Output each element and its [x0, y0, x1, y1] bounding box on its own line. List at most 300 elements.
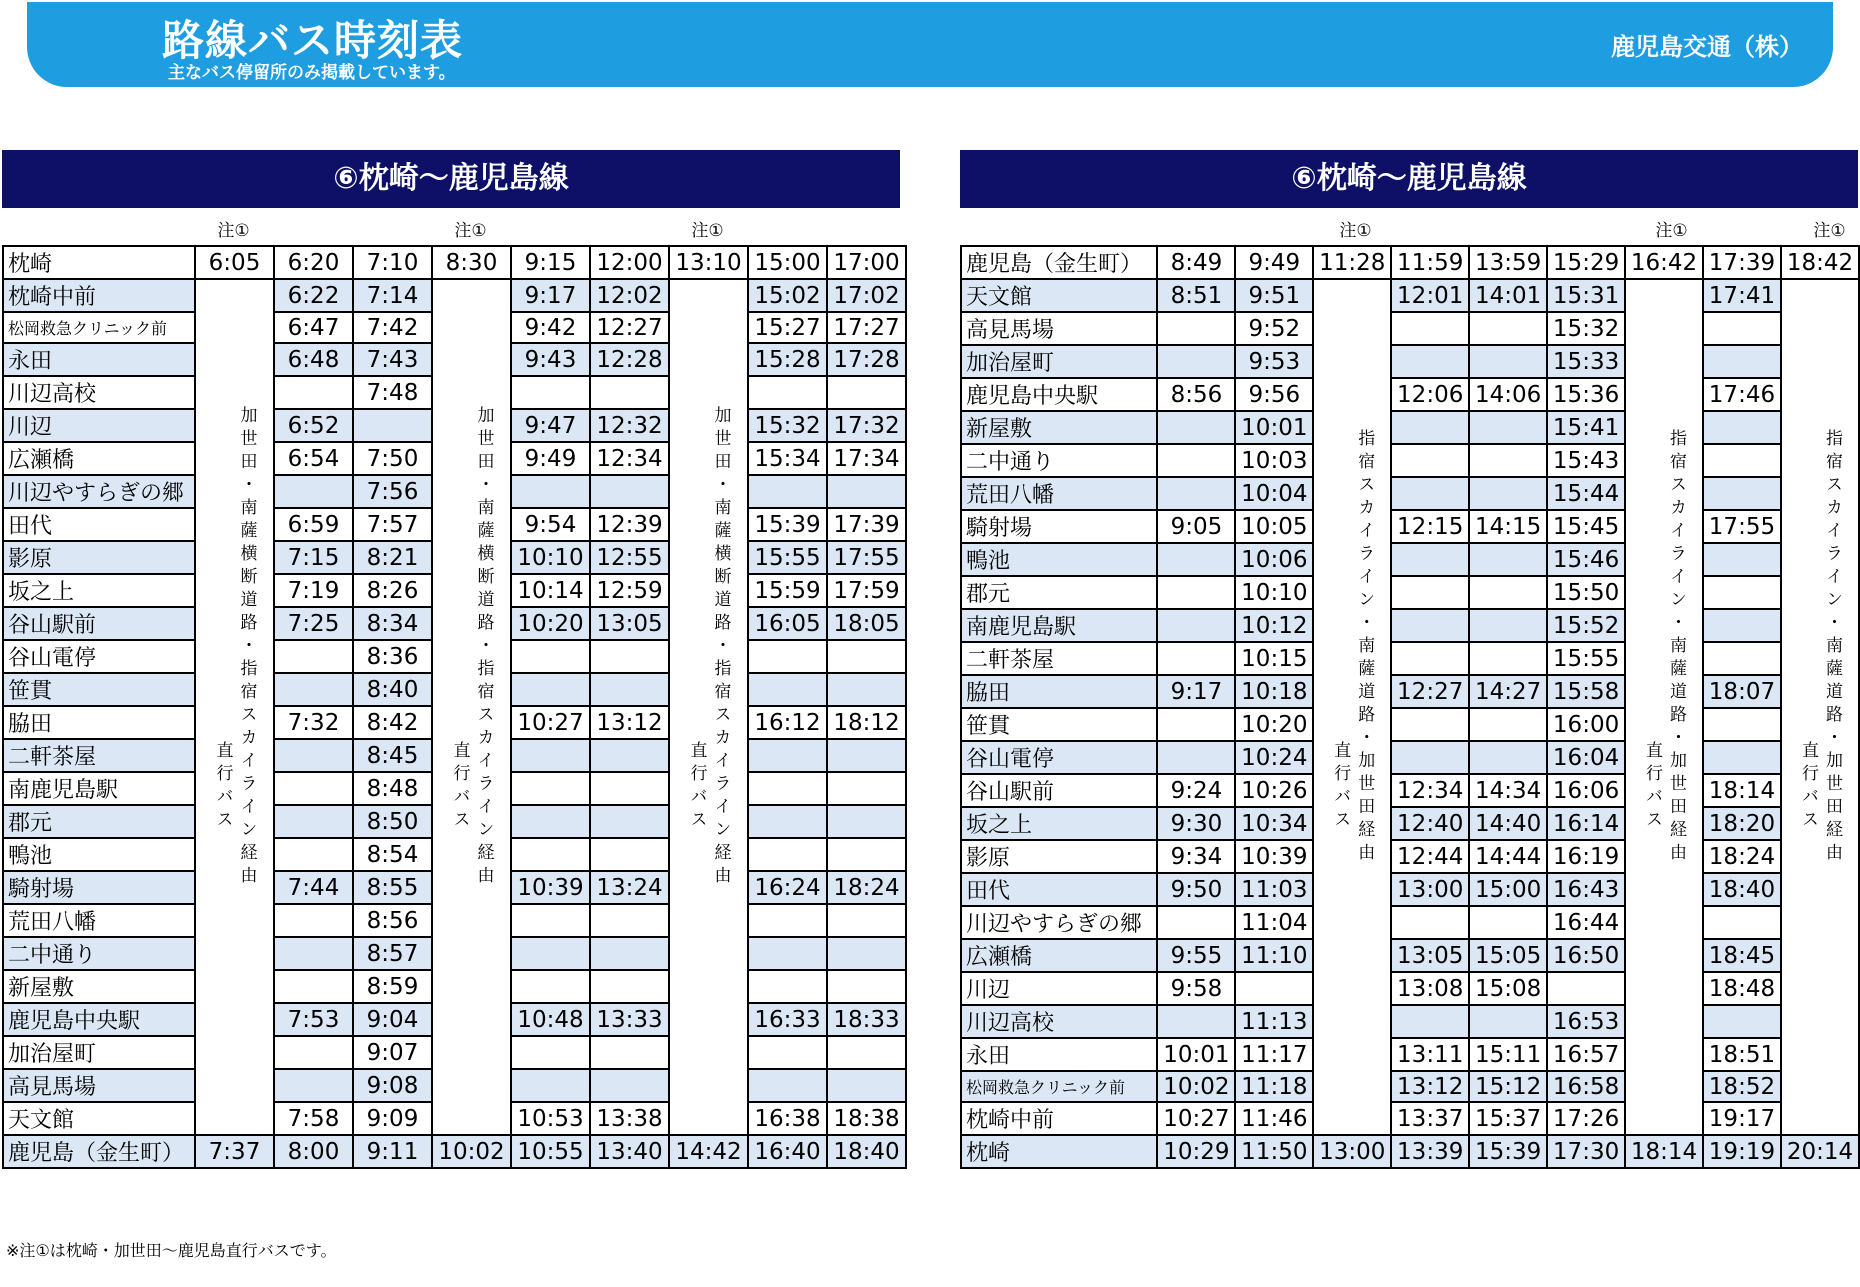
stop-name: 枕崎中前	[3, 279, 195, 312]
departure-time	[1703, 576, 1781, 609]
departure-time: 13:40	[590, 1135, 669, 1168]
departure-time: 15:59	[748, 574, 827, 607]
departure-time	[1703, 411, 1781, 444]
note-mark: 注①	[691, 221, 724, 241]
departure-time: 15:50	[1547, 576, 1625, 609]
stop-name: 川辺	[3, 409, 195, 442]
departure-time	[511, 739, 590, 772]
route-via-note: 加世田・南薩横断道路・指宿スカイライン経由	[473, 405, 494, 889]
departure-time	[1703, 642, 1781, 675]
stop-name: 新屋敷	[961, 411, 1157, 444]
departure-time: 10:05	[1235, 510, 1313, 543]
departure-time: 16:19	[1547, 840, 1625, 873]
departure-time: 18:14	[1703, 774, 1781, 807]
departure-time	[1703, 708, 1781, 741]
express-note-cell	[1313, 279, 1391, 1135]
departure-time: 14:01	[1469, 279, 1547, 312]
stop-name: 坂之上	[3, 574, 195, 607]
departure-time: 17:55	[1703, 510, 1781, 543]
express-note-cell	[1781, 279, 1859, 1135]
departure-time	[274, 937, 353, 970]
departure-time	[1469, 609, 1547, 642]
departure-time: 13:08	[1391, 972, 1469, 1005]
departure-time: 16:40	[748, 1135, 827, 1168]
departure-time: 13:59	[1469, 246, 1547, 279]
departure-time: 12:02	[590, 279, 669, 312]
stop-name: 郡元	[3, 805, 195, 838]
departure-time	[1157, 345, 1235, 378]
departure-time	[748, 937, 827, 970]
departure-time: 9:17	[511, 279, 590, 312]
departure-time	[274, 739, 353, 772]
departure-time: 9:58	[1157, 972, 1235, 1005]
departure-time	[1469, 1005, 1547, 1038]
table-row	[961, 279, 1859, 312]
departure-time	[1703, 1005, 1781, 1038]
departure-time	[274, 376, 353, 409]
departure-time	[827, 838, 906, 871]
departure-time: 13:38	[590, 1102, 669, 1135]
departure-time: 6:47	[274, 312, 353, 343]
table-row	[961, 510, 1859, 543]
departure-time: 13:37	[1391, 1102, 1469, 1135]
timetable	[960, 245, 1860, 1169]
departure-time: 12:32	[590, 409, 669, 442]
departure-time	[748, 1069, 827, 1102]
departure-time	[1235, 972, 1313, 1005]
departure-time: 14:42	[669, 1135, 748, 1168]
departure-time: 10:02	[432, 1135, 511, 1168]
departure-time: 17:41	[1703, 279, 1781, 312]
table-row	[961, 741, 1859, 774]
express-bus-note: 直行バス	[1642, 741, 1663, 834]
departure-time: 9:43	[511, 343, 590, 376]
departure-time: 10:03	[1235, 444, 1313, 477]
departure-time: 17:34	[827, 442, 906, 475]
departure-time	[1157, 411, 1235, 444]
departure-time: 9:04	[353, 1003, 432, 1036]
departure-time: 9:17	[1157, 675, 1235, 708]
express-bus-note: 直行バス	[212, 741, 233, 834]
stop-name: 荒田八幡	[961, 477, 1157, 510]
route-via-note: 指宿スカイライン・南薩道路・加世田経由	[1821, 428, 1842, 866]
departure-time: 8:48	[353, 772, 432, 805]
stop-name: 脇田	[961, 675, 1157, 708]
departure-time	[1391, 741, 1469, 774]
departure-time: 12:15	[1391, 510, 1469, 543]
departure-time	[827, 640, 906, 673]
departure-time: 11:10	[1235, 939, 1313, 972]
express-note-cell	[669, 279, 748, 1135]
departure-time: 16:58	[1547, 1071, 1625, 1102]
departure-time	[590, 1069, 669, 1102]
departure-time	[274, 673, 353, 706]
departure-time	[748, 739, 827, 772]
departure-time: 10:06	[1235, 543, 1313, 576]
table-row	[961, 972, 1859, 1005]
departure-time	[590, 805, 669, 838]
route-via-note: 指宿スカイライン・南薩道路・加世田経由	[1354, 428, 1375, 866]
departure-time: 10:27	[511, 706, 590, 739]
note-mark: 注①	[1339, 221, 1372, 241]
departure-time: 16:04	[1547, 741, 1625, 774]
route-via-note: 指宿スカイライン・南薩道路・加世田経由	[1666, 428, 1687, 866]
departure-time: 15:43	[1547, 444, 1625, 477]
departure-time: 16:50	[1547, 939, 1625, 972]
stop-name: 加治屋町	[961, 345, 1157, 378]
departure-time: 6:05	[195, 246, 274, 279]
stop-name: 川辺高校	[3, 376, 195, 409]
departure-time: 9:09	[353, 1102, 432, 1135]
table-row	[3, 1135, 906, 1168]
departure-time: 9:47	[511, 409, 590, 442]
departure-time: 9:08	[353, 1069, 432, 1102]
departure-time	[827, 937, 906, 970]
departure-time: 9:07	[353, 1036, 432, 1069]
departure-time: 16:38	[748, 1102, 827, 1135]
departure-time	[1469, 411, 1547, 444]
departure-time: 17:26	[1547, 1102, 1625, 1135]
departure-time: 7:57	[353, 508, 432, 541]
departure-time: 13:12	[590, 706, 669, 739]
footnote: ※注①は枕崎・加世田～鹿児島直行バスです。	[6, 1241, 337, 1260]
departure-time: 15:39	[748, 508, 827, 541]
departure-time: 10:04	[1235, 477, 1313, 510]
departure-time	[1391, 444, 1469, 477]
departure-time: 13:00	[1391, 873, 1469, 906]
departure-time	[274, 1069, 353, 1102]
departure-time	[827, 739, 906, 772]
departure-time: 15:46	[1547, 543, 1625, 576]
departure-time: 11:46	[1235, 1102, 1313, 1135]
stop-name: 南鹿児島駅	[3, 772, 195, 805]
timetable-panel-left	[2, 150, 900, 208]
departure-time: 17:30	[1547, 1135, 1625, 1168]
table-row	[961, 1135, 1859, 1168]
departure-time: 6:20	[274, 246, 353, 279]
departure-time: 8:49	[1157, 246, 1235, 279]
departure-time: 7:48	[353, 376, 432, 409]
departure-time	[1469, 312, 1547, 345]
route-title: ⑥枕崎～鹿児島線	[960, 150, 1858, 208]
note-mark: 注①	[1813, 221, 1846, 241]
departure-time: 17:39	[1703, 246, 1781, 279]
stop-name: 影原	[3, 541, 195, 574]
stop-name: 加治屋町	[3, 1036, 195, 1069]
stop-name: 天文館	[961, 279, 1157, 312]
departure-time: 18:14	[1625, 1135, 1703, 1168]
table-row	[961, 609, 1859, 642]
departure-time	[1469, 741, 1547, 774]
departure-time: 15:52	[1547, 609, 1625, 642]
stop-name: 郡元	[961, 576, 1157, 609]
stop-name: 広瀬橋	[3, 442, 195, 475]
departure-time: 15:55	[748, 541, 827, 574]
departure-time: 11:17	[1235, 1038, 1313, 1071]
departure-time: 10:34	[1235, 807, 1313, 840]
departure-time: 15:36	[1547, 378, 1625, 411]
table-row	[961, 774, 1859, 807]
departure-time: 15:55	[1547, 642, 1625, 675]
departure-time: 8:40	[353, 673, 432, 706]
departure-time: 10:10	[1235, 576, 1313, 609]
stop-name: 騎射場	[3, 871, 195, 904]
departure-time	[590, 376, 669, 409]
departure-time: 15:33	[1547, 345, 1625, 378]
stop-name: 広瀬橋	[961, 939, 1157, 972]
departure-time: 8:21	[353, 541, 432, 574]
departure-time	[511, 970, 590, 1003]
departure-time: 17:55	[827, 541, 906, 574]
stop-name: 谷山駅前	[961, 774, 1157, 807]
table-row	[961, 708, 1859, 741]
stop-name: 鹿児島（金生町）	[961, 246, 1157, 279]
stop-name: 騎射場	[961, 510, 1157, 543]
departure-time	[1469, 543, 1547, 576]
departure-time	[748, 673, 827, 706]
table-row	[3, 246, 906, 279]
departure-time: 7:58	[274, 1102, 353, 1135]
stop-name: 二軒茶屋	[961, 642, 1157, 675]
departure-time: 18:51	[1703, 1038, 1781, 1071]
stop-name: 鹿児島中央駅	[3, 1003, 195, 1036]
departure-time: 9:56	[1235, 378, 1313, 411]
table-row	[961, 873, 1859, 906]
departure-time: 18:52	[1703, 1071, 1781, 1102]
table-row	[961, 411, 1859, 444]
departure-time: 8:57	[353, 937, 432, 970]
departure-time: 18:38	[827, 1102, 906, 1135]
departure-time: 13:10	[669, 246, 748, 279]
table-row	[961, 675, 1859, 708]
departure-time	[827, 475, 906, 508]
departure-time: 8:42	[353, 706, 432, 739]
departure-time	[1391, 312, 1469, 345]
departure-time: 14:34	[1469, 774, 1547, 807]
departure-time: 7:37	[195, 1135, 274, 1168]
stop-name: 高見馬場	[3, 1069, 195, 1102]
departure-time: 16:57	[1547, 1038, 1625, 1071]
page-subtitle: 主なバス停留所のみ掲載しています。	[168, 63, 456, 83]
departure-time: 18:45	[1703, 939, 1781, 972]
table-row	[961, 840, 1859, 873]
departure-time	[511, 1069, 590, 1102]
departure-time: 11:59	[1391, 246, 1469, 279]
departure-time: 10:02	[1157, 1071, 1235, 1102]
departure-time: 16:33	[748, 1003, 827, 1036]
departure-time: 15:58	[1547, 675, 1625, 708]
departure-time: 12:01	[1391, 279, 1469, 312]
departure-time: 12:55	[590, 541, 669, 574]
stop-name: 脇田	[3, 706, 195, 739]
departure-time: 15:27	[748, 312, 827, 343]
departure-time	[1703, 609, 1781, 642]
departure-time: 12:27	[590, 312, 669, 343]
stop-name: 枕崎	[961, 1135, 1157, 1168]
departure-time: 13:12	[1391, 1071, 1469, 1102]
departure-time	[511, 673, 590, 706]
departure-time	[1157, 906, 1235, 939]
departure-time	[274, 772, 353, 805]
departure-time: 10:53	[511, 1102, 590, 1135]
departure-time	[1391, 576, 1469, 609]
departure-time: 10:39	[511, 871, 590, 904]
departure-time: 16:44	[1547, 906, 1625, 939]
departure-time	[748, 640, 827, 673]
departure-time	[511, 805, 590, 838]
departure-time	[274, 475, 353, 508]
express-note-cell	[195, 279, 274, 1135]
stop-name: 高見馬場	[961, 312, 1157, 345]
table-row	[961, 444, 1859, 477]
departure-time: 18:40	[1703, 873, 1781, 906]
table-row	[961, 807, 1859, 840]
departure-time: 13:00	[1313, 1135, 1391, 1168]
departure-time: 9:50	[1157, 873, 1235, 906]
departure-time	[1391, 477, 1469, 510]
departure-time: 12:00	[590, 246, 669, 279]
departure-time: 8:56	[1157, 378, 1235, 411]
table-row	[961, 345, 1859, 378]
departure-time: 16:14	[1547, 807, 1625, 840]
departure-time	[590, 772, 669, 805]
departure-time: 10:20	[1235, 708, 1313, 741]
departure-time: 17:46	[1703, 378, 1781, 411]
stop-name: 田代	[961, 873, 1157, 906]
company-name: 鹿児島交通（株）	[1611, 33, 1803, 61]
departure-time: 18:42	[1781, 246, 1859, 279]
departure-time	[827, 970, 906, 1003]
stop-name: 新屋敷	[3, 970, 195, 1003]
departure-time	[1703, 741, 1781, 774]
departure-time: 10:20	[511, 607, 590, 640]
departure-time: 12:34	[590, 442, 669, 475]
departure-time	[590, 475, 669, 508]
departure-time: 7:56	[353, 475, 432, 508]
departure-time: 12:06	[1391, 378, 1469, 411]
departure-time: 18:24	[827, 871, 906, 904]
stop-name: 枕崎中前	[961, 1102, 1157, 1135]
route-title: ⑥枕崎～鹿児島線	[2, 150, 900, 208]
departure-time: 15:00	[1469, 873, 1547, 906]
departure-time: 8:50	[353, 805, 432, 838]
departure-time: 9:52	[1235, 312, 1313, 345]
stop-name: 二中通り	[3, 937, 195, 970]
departure-time	[827, 376, 906, 409]
departure-time: 10:48	[511, 1003, 590, 1036]
departure-time	[1157, 444, 1235, 477]
departure-time: 14:06	[1469, 378, 1547, 411]
stop-name: 鴨池	[961, 543, 1157, 576]
departure-time	[1703, 312, 1781, 345]
departure-time: 9:30	[1157, 807, 1235, 840]
departure-time: 17:59	[827, 574, 906, 607]
departure-time	[1469, 576, 1547, 609]
departure-time: 15:08	[1469, 972, 1547, 1005]
departure-time: 18:40	[827, 1135, 906, 1168]
departure-time	[827, 1069, 906, 1102]
departure-time: 11:13	[1235, 1005, 1313, 1038]
stop-name: 田代	[3, 508, 195, 541]
departure-time: 14:40	[1469, 807, 1547, 840]
note-mark: 注①	[454, 221, 487, 241]
departure-time: 12:27	[1391, 675, 1469, 708]
departure-time	[511, 838, 590, 871]
departure-time	[748, 805, 827, 838]
departure-time: 16:24	[748, 871, 827, 904]
departure-time: 7:14	[353, 279, 432, 312]
table-row	[961, 1071, 1859, 1102]
departure-time: 14:15	[1469, 510, 1547, 543]
departure-time: 8:51	[1157, 279, 1235, 312]
timetable	[2, 245, 907, 1169]
departure-time: 14:44	[1469, 840, 1547, 873]
departure-time	[1157, 312, 1235, 345]
departure-time: 12:40	[1391, 807, 1469, 840]
departure-time: 10:14	[511, 574, 590, 607]
stop-name: 永田	[3, 343, 195, 376]
departure-time	[511, 772, 590, 805]
departure-time	[1469, 642, 1547, 675]
departure-time	[274, 1036, 353, 1069]
table-row	[961, 576, 1859, 609]
departure-time: 15:34	[748, 442, 827, 475]
departure-time	[590, 904, 669, 937]
departure-time: 20:14	[1781, 1135, 1859, 1168]
stop-name: 影原	[961, 840, 1157, 873]
departure-time	[1391, 411, 1469, 444]
departure-time	[274, 640, 353, 673]
departure-time	[274, 805, 353, 838]
departure-time	[1469, 708, 1547, 741]
departure-time: 15:28	[748, 343, 827, 376]
departure-time: 6:59	[274, 508, 353, 541]
departure-time: 12:39	[590, 508, 669, 541]
departure-time	[1703, 444, 1781, 477]
stop-name: 川辺やすらぎの郷	[961, 906, 1157, 939]
departure-time	[274, 970, 353, 1003]
departure-time: 9:55	[1157, 939, 1235, 972]
departure-time: 8:26	[353, 574, 432, 607]
table-row	[961, 312, 1859, 345]
departure-time: 10:01	[1157, 1038, 1235, 1071]
departure-time: 15:31	[1547, 279, 1625, 312]
stop-name: 鹿児島中央駅	[961, 378, 1157, 411]
departure-time: 10:15	[1235, 642, 1313, 675]
departure-time	[827, 904, 906, 937]
departure-time	[511, 640, 590, 673]
departure-time	[1703, 906, 1781, 939]
departure-time: 8:34	[353, 607, 432, 640]
departure-time	[1703, 345, 1781, 378]
departure-time	[590, 838, 669, 871]
departure-time	[511, 376, 590, 409]
departure-time: 9:42	[511, 312, 590, 343]
departure-time: 8:56	[353, 904, 432, 937]
departure-time: 16:42	[1625, 246, 1703, 279]
departure-time: 9:54	[511, 508, 590, 541]
departure-time: 15:45	[1547, 510, 1625, 543]
departure-time: 17:02	[827, 279, 906, 312]
stop-name: 川辺やすらぎの郷	[3, 475, 195, 508]
departure-time	[1157, 543, 1235, 576]
stop-name: 松岡救急クリニック前	[961, 1071, 1157, 1102]
departure-time: 18:48	[1703, 972, 1781, 1005]
departure-time	[1391, 609, 1469, 642]
departure-time: 16:05	[748, 607, 827, 640]
departure-time	[1157, 708, 1235, 741]
departure-time: 15:11	[1469, 1038, 1547, 1071]
